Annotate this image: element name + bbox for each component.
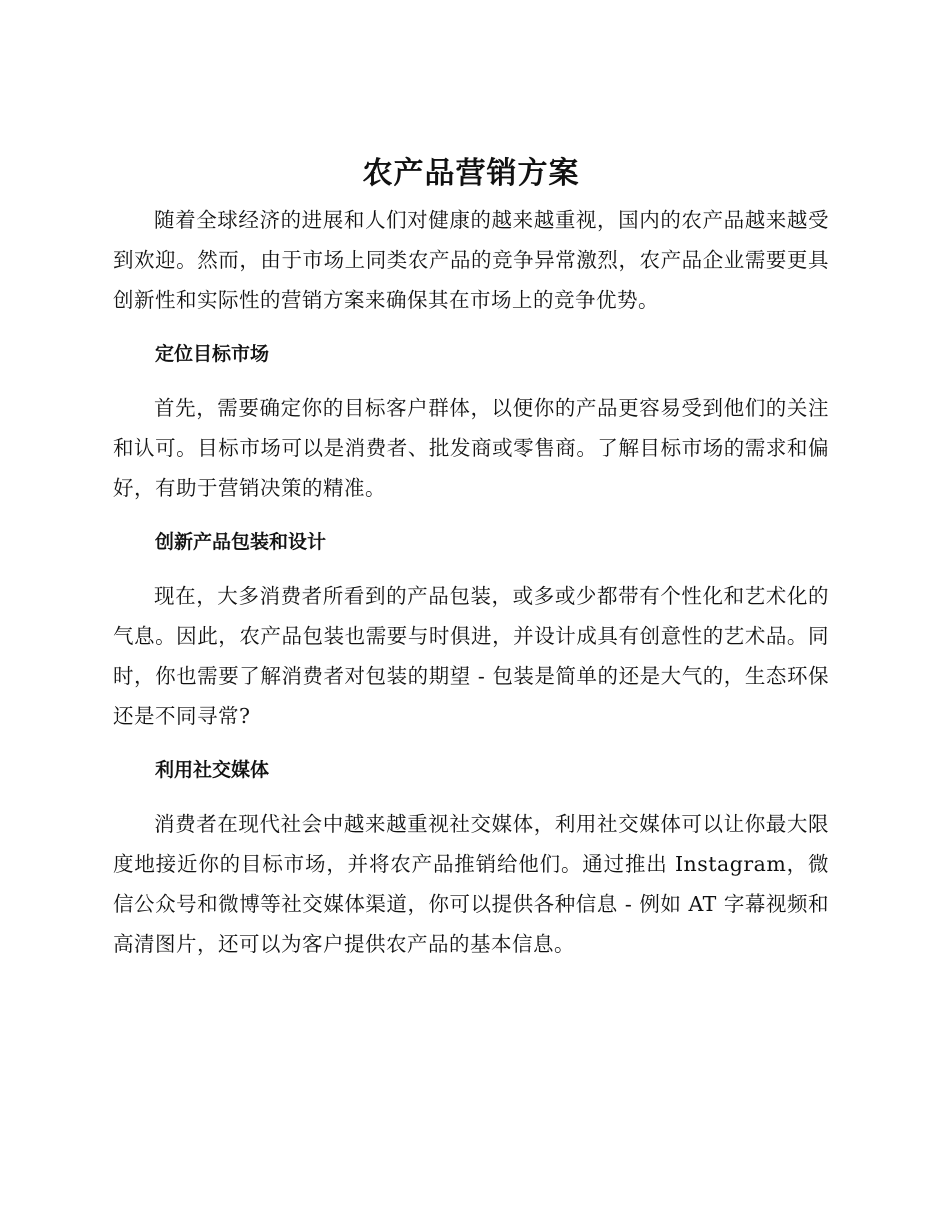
section-body-social-media: 消费者在现代社会中越来越重视社交媒体，利用社交媒体可以让你最大限度地接近你的目标市场，并将农产品推销给他们。通过推出 Instagram，微信公众号和微博等社交媒体渠道，你可以提供各种信息 - 例如 AT 字幕视频和高清图片，还可以为客户提供农产品的基本信息。 xyxy=(113,812,829,956)
document-body xyxy=(113,152,829,964)
document-title: 农产品营销方案 xyxy=(362,156,580,191)
section-body-target-market: 首先，需要确定你的目标客户群体，以便你的产品更容易受到他们的关注和认可。目标市场可以是消费者、批发商或零售商。了解目标市场的需求和偏好，有助于营销决策的精准。 xyxy=(113,396,829,500)
section-heading-social-media: 利用社交媒体 xyxy=(155,759,270,781)
intro-paragraph: 随着全球经济的进展和人们对健康的越来越重视，国内的农产品越来越受到欢迎。然而，由于市场上同类农产品的竞争异常激烈，农产品企业需要更具创新性和实际性的营销方案来确保其在市场上的竞争优势。 xyxy=(113,208,829,312)
section-body-packaging-design: 现在，大多消费者所看到的产品包装，或多或少都带有个性化和艺术化的气息。因此，农产品包装也需要与时俱进，并设计成具有创意性的艺术品。同时，你也需要了解消费者对包装的期望 - 包装是简单的还是大气的，生态环保还是不同寻常? xyxy=(113,584,829,728)
section-heading-target-market: 定位目标市场 xyxy=(155,343,270,365)
section-heading-packaging-design: 创新产品包装和设计 xyxy=(155,531,327,553)
